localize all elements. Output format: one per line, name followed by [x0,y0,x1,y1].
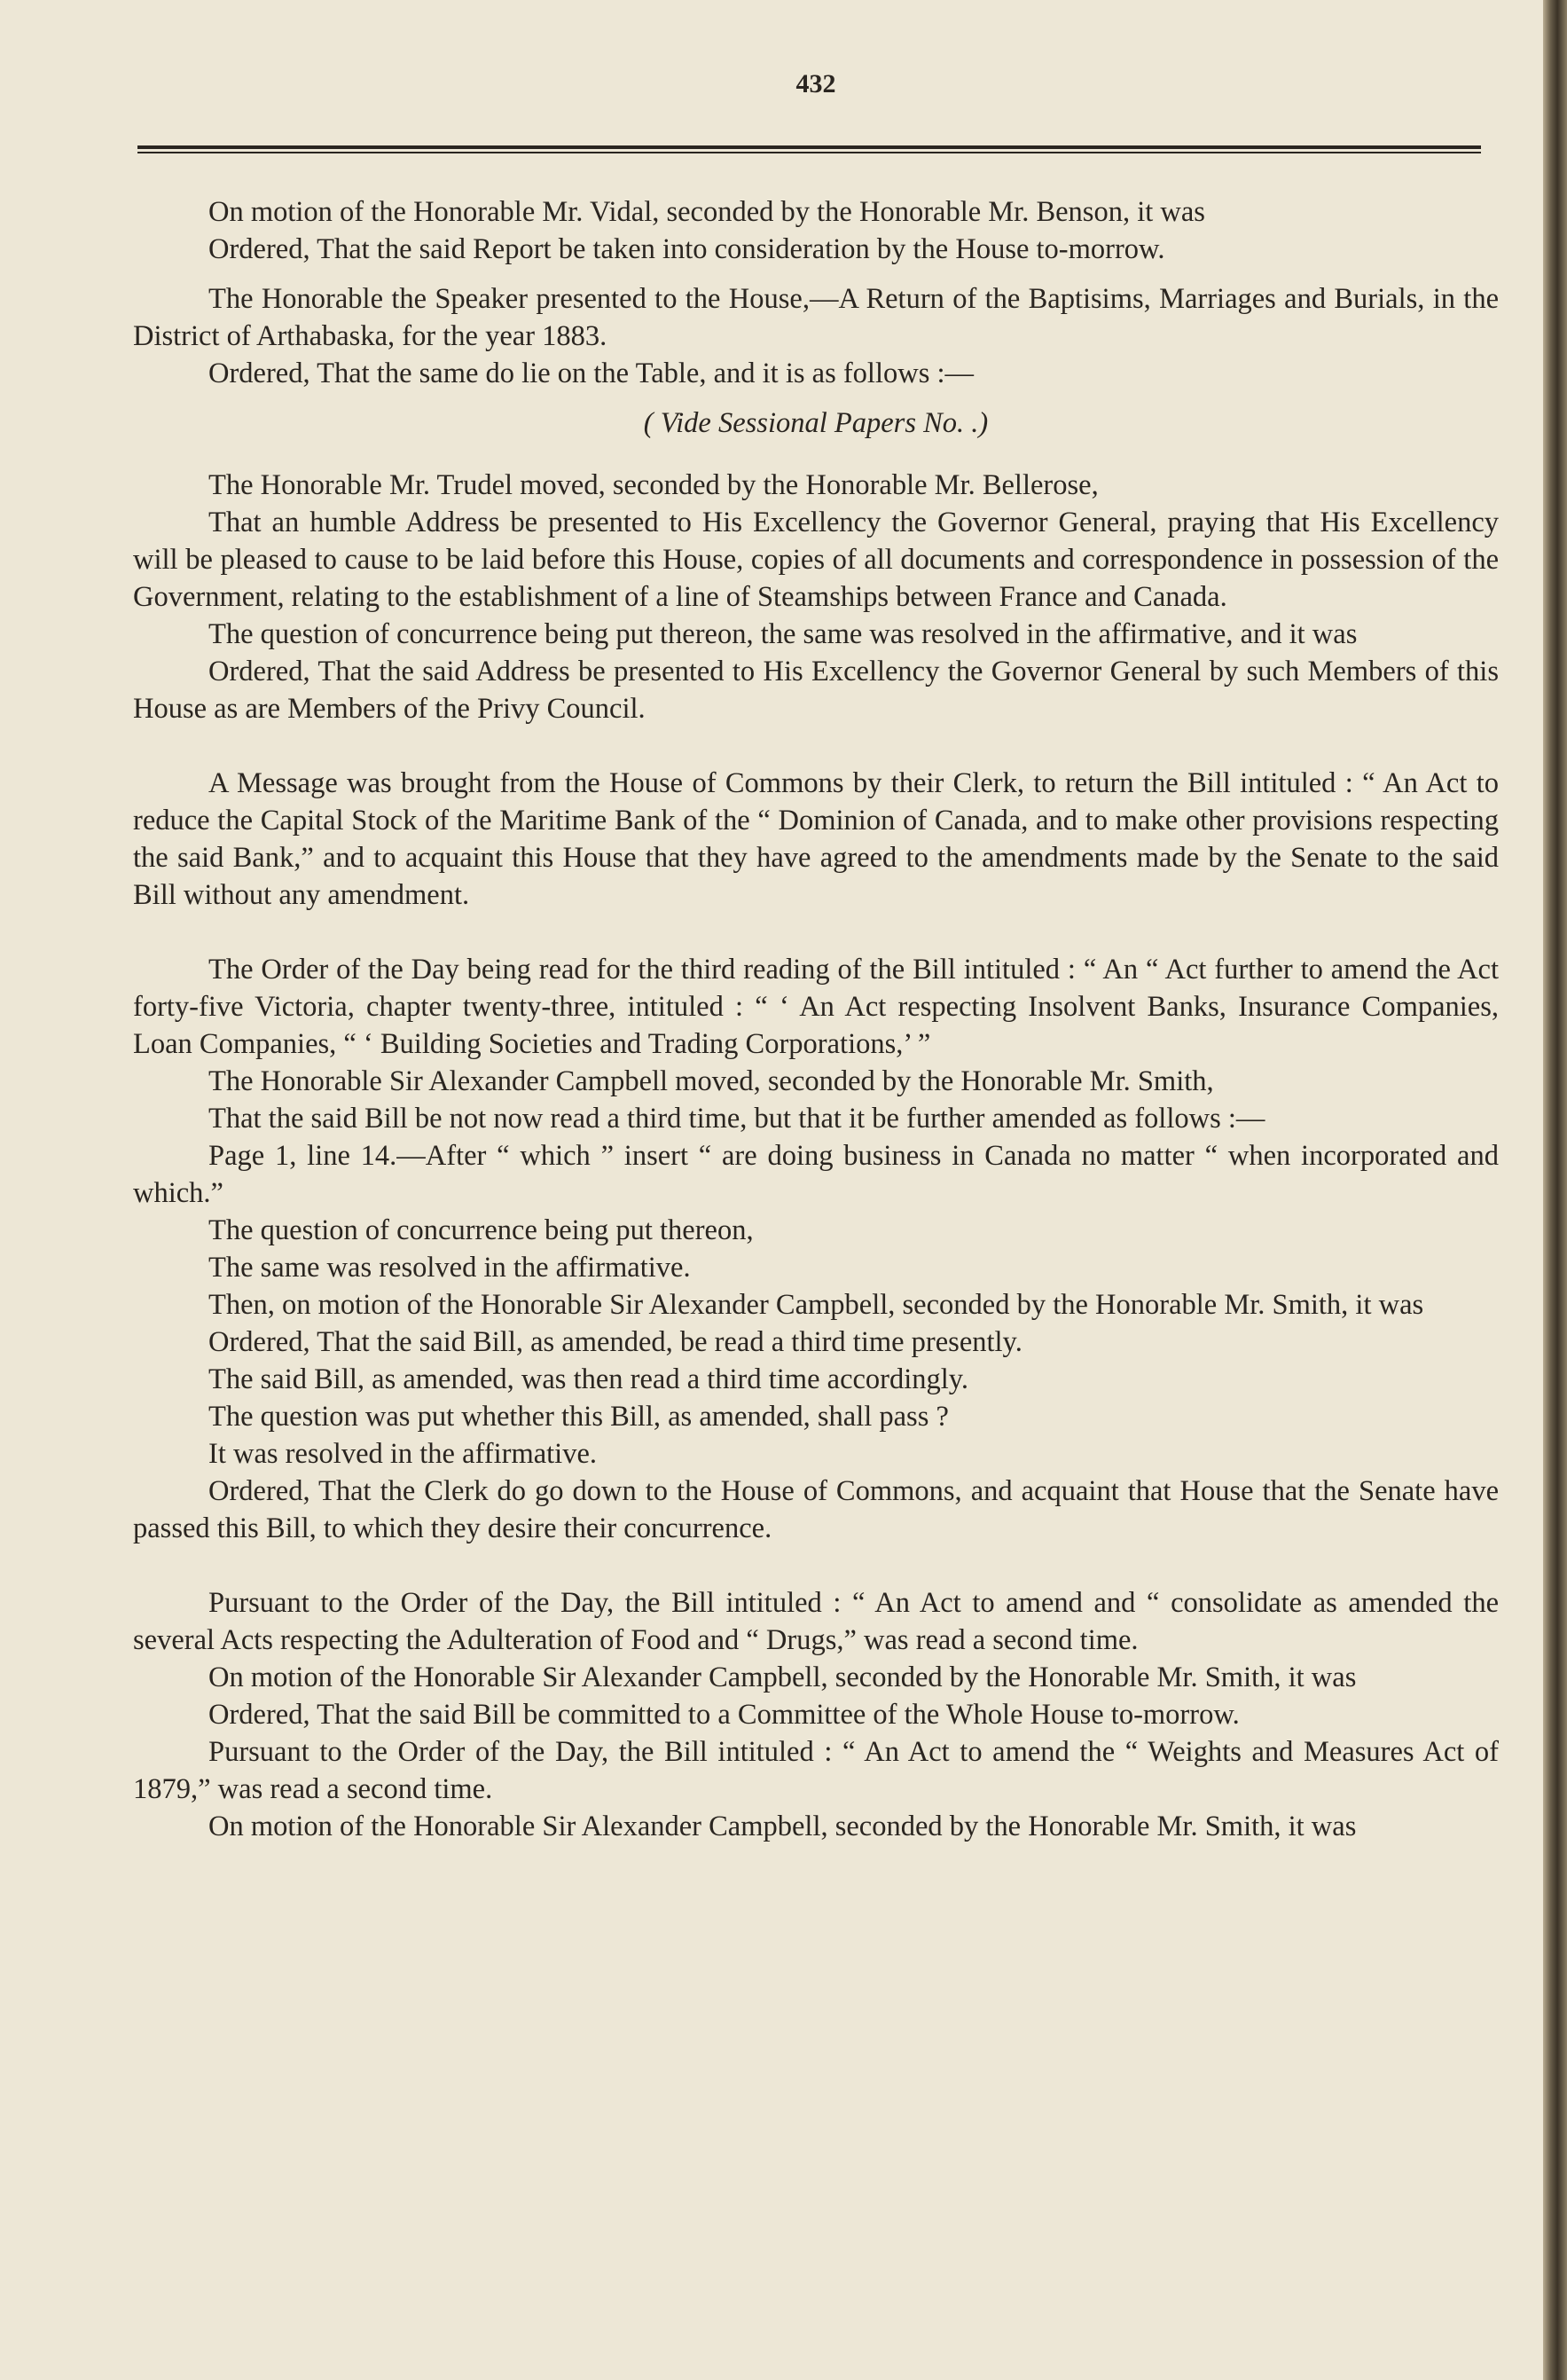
page-number: 432 [795,69,836,98]
paragraph: The Honorable Mr. Trudel moved, seconded by the Honorable Mr. Bellerose, [208,469,1099,501]
paragraph: It was resolved in the affirmative. [208,1438,598,1470]
body-text [133,193,1499,1845]
paragraph: On motion of the Honorable Sir Alexander Campbell, seconded by the Honorable Mr. Smith, it was [208,1811,1357,1842]
header-rule-thin [137,152,1481,153]
paragraph: Ordered, That the same do lie on the Table, and it is as follows :— [208,357,974,389]
paragraph: Pursuant to the Order of the Day, the Bill intituled : “ An Act to amend and “ consolidate as amended the several Acts respecting the Adulteration of Food and “ Drugs,” was read a second time. [133,1587,1499,1656]
paragraph: That an humble Address be presented to His Excellency the Governor General, praying that His Excellency will be pleased to cause to be laid before this House, copies of all documents and correspondence in possession of the Government, relating to the establishment of a line of Steamships between France and Canada. [133,507,1499,613]
paragraph: The Honorable Sir Alexander Campbell moved, seconded by the Honorable Mr. Smith, [208,1065,1214,1097]
book-binding-edge [1543,0,1567,2380]
paragraph: Pursuant to the Order of the Day, the Bill intituled : “ An Act to amend the “ Weights and Measures Act of 1879,” was read a second time. [133,1736,1499,1805]
paragraph: The question of concurrence being put thereon, [208,1214,754,1246]
paragraph: A Message was brought from the House of Commons by their Clerk, to return the Bill intituled : “ An Act to reduce the Capital Stock of the Maritime Bank of the “ Dominion of Canada, and to make other provisions respecting the said Bank,” and to acquaint this House that they have agreed to the amendments made by the Senate to the said Bill without any amendment. [133,767,1499,911]
paragraph: Ordered, That the said Address be presented to His Excellency the Governor General by such Members of this House as are Members of the Privy Council. [133,656,1499,725]
paragraph: Then, on motion of the Honorable Sir Alexander Campbell, seconded by the Honorable Mr. Smith, it was [208,1289,1424,1321]
paragraph: On motion of the Honorable Sir Alexander Campbell, seconded by the Honorable Mr. Smith, it was [208,1661,1357,1693]
paragraph: Ordered, That the said Bill, as amended, be read a third time presently. [208,1326,1022,1358]
paragraph: Page 1, line 14.—After “ which ” insert “ are doing business in Canada no matter “ when incorporated and which.” [133,1140,1499,1209]
paragraph: Ordered, That the Clerk do go down to the House of Commons, and acquaint that House that the Senate have passed this Bill, to which they desire their concurrence. [133,1475,1499,1544]
paragraph: Ordered, That the said Bill be committed to a Committee of the Whole House to-morrow. [208,1699,1240,1731]
paragraph: The Honorable the Speaker presented to the House,—A Return of the Baptisims, Marriages and Burials, in the District of Arthabaska, for the year 1883. [133,283,1499,352]
paragraph: The said Bill, as amended, was then read a third time accordingly. [208,1363,969,1395]
header-rule-thick [137,145,1481,149]
paragraph: The question of concurrence being put thereon, the same was resolved in the affirmative, and it was [208,618,1358,650]
paragraph: On motion of the Honorable Mr. Vidal, seconded by the Honorable Mr. Benson, it was [208,196,1205,228]
sessional-papers-reference: ( Vide Sessional Papers No. .) [643,407,989,439]
paragraph: The Order of the Day being read for the third reading of the Bill intituled : “ An “ Act further to amend the Act forty-five Victoria, chapter twenty-three, intituled : “ ‘ An Act respecting Insolvent Banks, Insurance Companies, Loan Companies, “ ‘ Building Societies and Trading Corporations,’ ” [133,954,1499,1060]
paragraph: That the said Bill be not now read a third time, but that it be further amended as follows :— [208,1103,1265,1135]
paragraph: The question was put whether this Bill, as amended, shall pass ? [208,1401,949,1433]
paragraph: Ordered, That the said Report be taken into consideration by the House to-morrow. [208,233,1165,265]
paragraph: The same was resolved in the affirmative. [208,1252,691,1284]
